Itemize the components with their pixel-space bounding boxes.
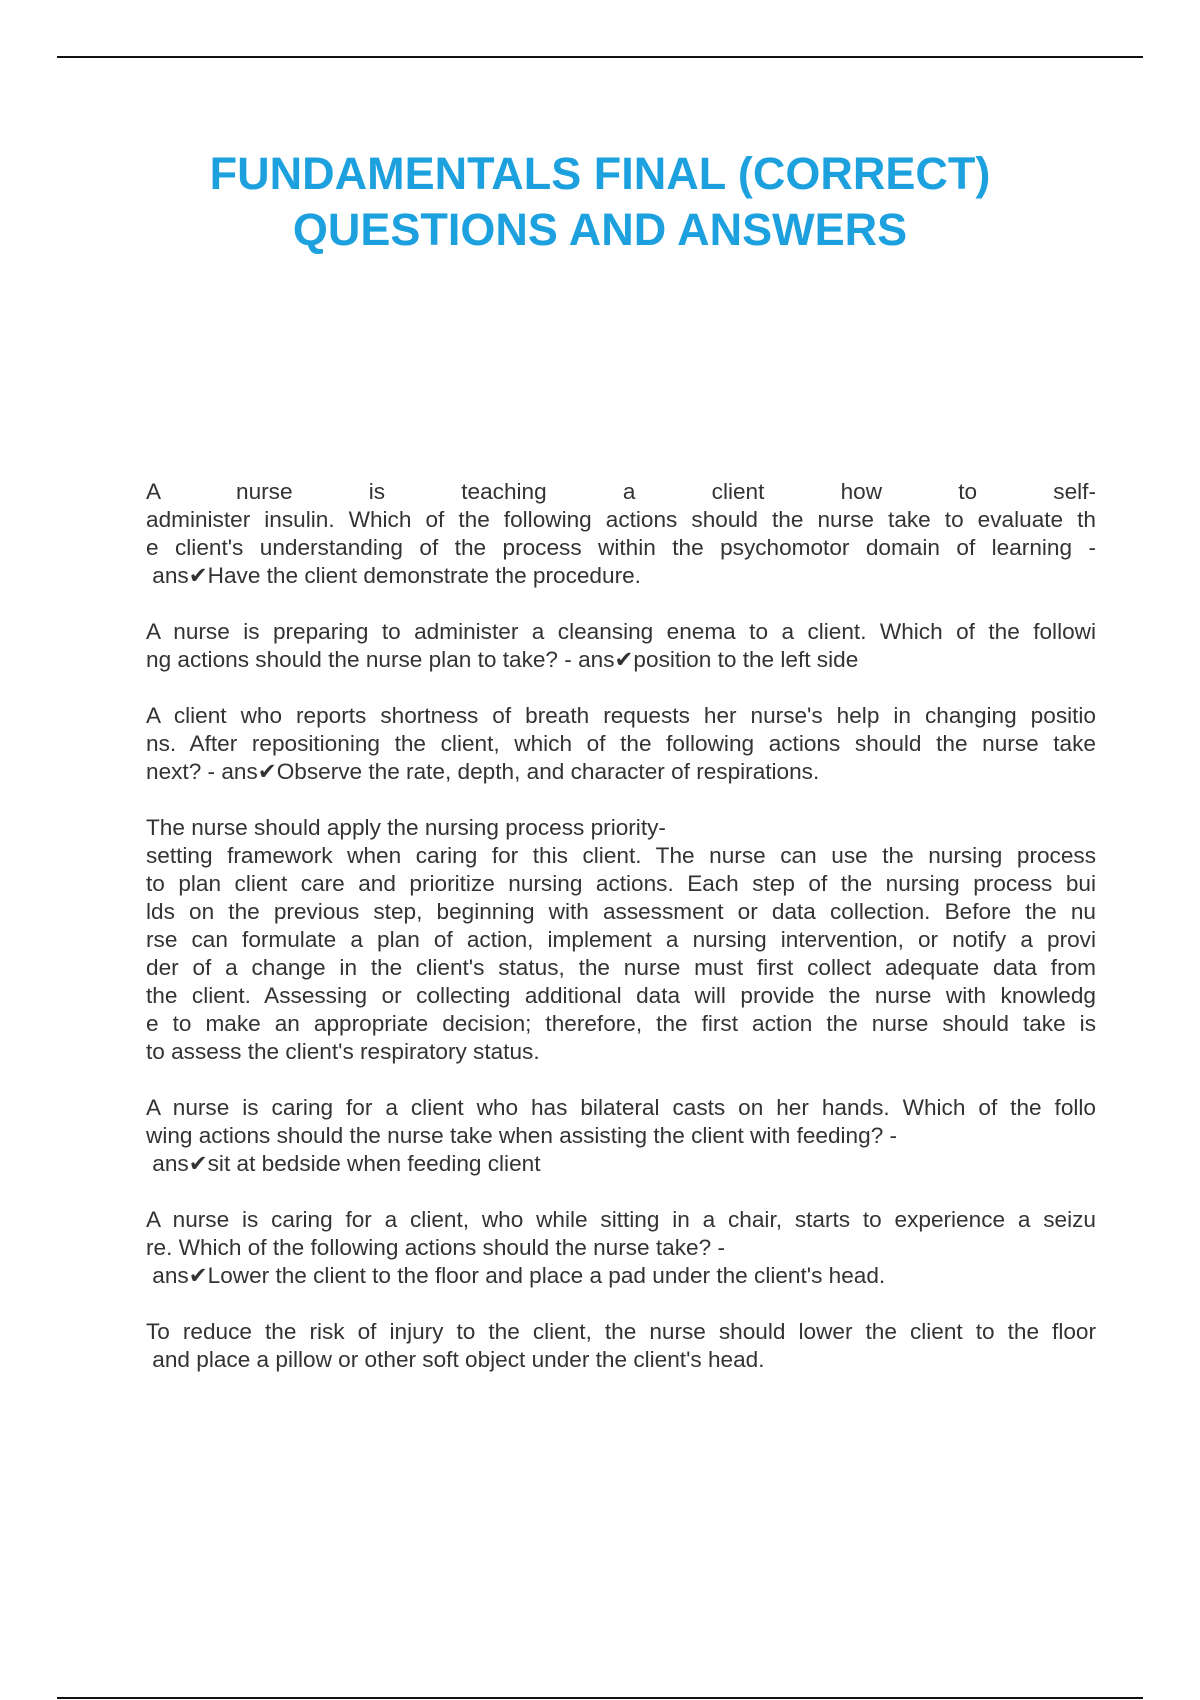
answer-line: ans✔Have the client demonstrate the procedure. (146, 563, 641, 588)
text-line: rse can formulate a plan of action, implement a nursing intervention, or notify a provi (146, 927, 1096, 952)
text-line: der of a change in the client's status, the nurse must first collect adequate data from (146, 955, 1096, 980)
text-line: A nurse is caring for a client who has bilateral casts on her hands. Which of the follo (146, 1095, 1096, 1120)
qa-paragraph-1 (146, 478, 1096, 590)
answer-line: next? - ans✔Observe the rate, depth, and character of respirations. (146, 759, 820, 784)
top-rule (57, 56, 1143, 58)
answer-line: ans✔Lower the client to the floor and place a pad under the client's head. (146, 1263, 886, 1288)
document-title-line-2: QUESTIONS AND ANSWERS (292, 204, 908, 255)
text-line: re. Which of the following actions should the nurse take? - (146, 1235, 725, 1260)
text-line: administer insulin. Which of the following actions should the nurse take to evaluate th (146, 507, 1096, 532)
qa-paragraph-2 (146, 618, 1096, 674)
text-line: A client who reports shortness of breath requests her nurse's help in changing positio (146, 703, 1096, 728)
rationale-paragraph-2 (146, 1318, 1096, 1374)
document-title-line-1: FUNDAMENTALS FINAL (CORRECT) (209, 148, 991, 199)
text-line: the client. Assessing or collecting additional data will provide the nurse with knowledg (146, 983, 1096, 1008)
text-line: and place a pillow or other soft object under the client's head. (146, 1347, 765, 1372)
qa-paragraph-3 (146, 702, 1096, 786)
text-line: e client's understanding of the process within the psychomotor domain of learning - (146, 535, 1096, 560)
text-line: A nurse is teaching a client how to self- (146, 479, 1096, 504)
text-line: to plan client care and prioritize nursing actions. Each step of the nursing process bui (146, 871, 1096, 896)
answer-line: ng actions should the nurse plan to take? - ans✔position to the left side (146, 647, 859, 672)
text-line: to assess the client's respiratory status. (146, 1039, 540, 1064)
text-line: ns. After repositioning the client, which of the following actions should the nurse take (146, 731, 1096, 756)
text-line: A nurse is caring for a client, who while sitting in a chair, starts to experience a seizu (146, 1207, 1096, 1232)
qa-paragraph-5 (146, 1206, 1096, 1290)
rationale-paragraph-1 (146, 814, 1096, 1066)
text-line: A nurse is preparing to administer a cleansing enema to a client. Which of the followi (146, 619, 1096, 644)
text-line: lds on the previous step, beginning with assessment or data collection. Before the nu (146, 899, 1096, 924)
text-line: To reduce the risk of injury to the client, the nurse should lower the client to the floor (146, 1319, 1096, 1344)
document-title (0, 146, 1200, 258)
bottom-rule (57, 1697, 1143, 1699)
qa-paragraph-4 (146, 1094, 1096, 1178)
text-line: wing actions should the nurse take when assisting the client with feeding? - (146, 1123, 898, 1148)
document-body (146, 478, 1096, 1402)
answer-line: ans✔sit at bedside when feeding client (146, 1151, 541, 1176)
text-line: The nurse should apply the nursing process priority- (146, 815, 666, 840)
text-line: setting framework when caring for this client. The nurse can use the nursing process (146, 843, 1096, 868)
text-line: e to make an appropriate decision; therefore, the first action the nurse should take is (146, 1011, 1096, 1036)
